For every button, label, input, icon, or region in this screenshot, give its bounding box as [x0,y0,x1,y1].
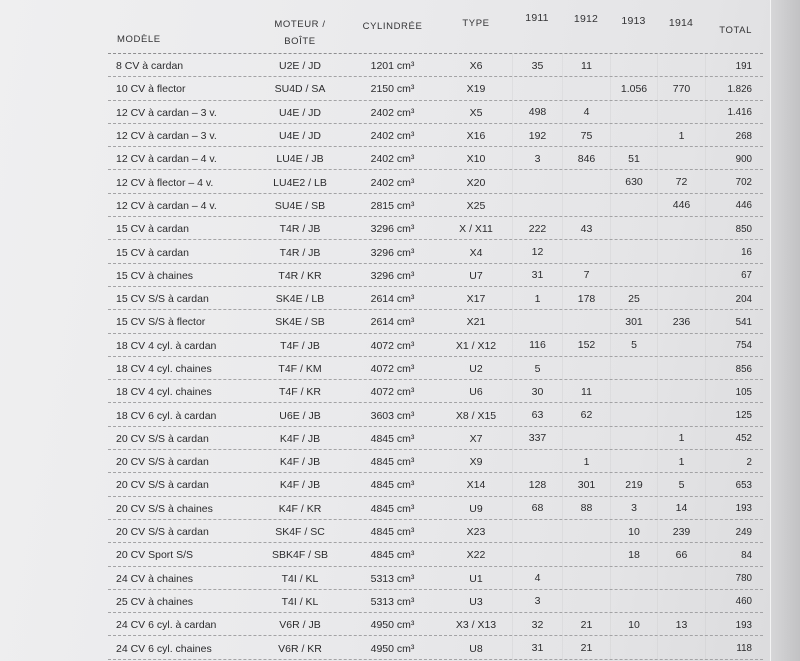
cell-type: U1 [469,572,483,585]
cell-displacement: 2614 cm³ [370,293,415,306]
table-row [108,403,763,426]
table-row [108,613,763,636]
cell-type: X23 [466,526,486,539]
cell-y1912 [562,567,610,589]
cell-total: 268 [705,124,763,146]
column-header-model: MODÈLE [117,34,161,45]
cell-y1912 [562,77,610,99]
cell-model: 18 CV 4 cyl. chaines [116,363,212,375]
cell-engine: LU4E2 / LB [273,176,327,189]
cell-model: 24 CV 6 cyl. chaines [116,642,212,655]
cell-y1911: 116 [512,334,562,356]
cell-y1913 [610,357,657,379]
table-row [108,636,763,659]
table-row [108,497,763,520]
table-row [108,147,763,170]
cell-engine: T4I / KL [281,595,319,608]
cell-y1914: 239 [657,520,705,542]
cell-model: 15 CV S/S à flector [116,316,206,329]
table-row [108,543,763,566]
cell-model: 25 CV à chaines [116,595,194,608]
cell-model: 12 CV à cardan – 3 v. [116,130,217,143]
cell-y1911: 31 [512,264,562,286]
cell-y1911: 498 [512,101,562,123]
cell-model: 20 CV S/S à cardan [116,479,209,492]
cell-model: 12 CV à cardan – 4 v. [116,153,217,166]
cell-engine: U4E / JD [278,130,321,143]
cell-displacement: 2402 cm³ [370,176,415,189]
cell-displacement: 5313 cm³ [370,595,415,608]
cell-total: 460 [705,590,763,612]
column-header-1912: 1912 [573,13,599,25]
cell-type: X6 [469,60,483,73]
cell-type: X19 [466,83,486,96]
cell-type: X3 / X13 [455,619,497,632]
cell-y1914 [657,147,705,169]
cell-displacement: 2402 cm³ [370,130,415,143]
cell-y1911 [512,170,562,192]
cell-displacement: 4072 cm³ [370,339,415,352]
cell-y1911 [512,77,562,99]
cell-y1914 [657,217,705,239]
cell-y1912: 75 [562,124,610,146]
cell-displacement: 4845 cm³ [370,456,415,469]
table-row [108,450,763,473]
cell-y1911: 32 [512,613,562,635]
cell-y1914: 236 [657,310,705,332]
table-row [108,520,763,543]
table-row [108,124,763,147]
cell-total: 541 [705,310,763,332]
cell-engine: V6R / KR [278,642,322,655]
cell-y1911: 4 [512,567,562,589]
cell-engine: U6E / JB [279,409,321,422]
cell-y1911 [512,194,562,216]
cell-y1914 [657,54,705,76]
cell-y1912 [562,543,610,565]
column-header-displacement: CYLINDRÉE [362,21,423,32]
column-header-total: TOTAL [719,25,752,36]
cell-y1912: 1 [562,450,610,472]
cell-displacement: 2815 cm³ [370,199,415,212]
cell-y1914 [657,334,705,356]
cell-type: U6 [469,386,483,399]
cell-displacement: 4845 cm³ [370,502,415,515]
cell-total: 84 [705,543,763,565]
cell-y1913 [610,124,657,146]
cell-y1912: 178 [562,287,610,309]
cell-type: U8 [469,642,483,655]
table-row [108,473,763,496]
cell-type: X5 [469,106,483,119]
cell-y1913: 25 [610,287,657,309]
cell-y1913 [610,240,657,262]
cell-total: 105 [705,380,763,402]
cell-model: 20 CV S/S à cardan [116,432,209,445]
cell-y1914 [657,403,705,425]
cell-y1912 [562,170,610,192]
cell-engine: T4F / JB [280,339,320,352]
cell-y1913 [610,54,657,76]
cell-y1912 [562,310,610,332]
cell-y1913 [610,636,657,658]
cell-y1912 [562,357,610,379]
cell-y1913 [610,101,657,123]
table-row [108,287,763,310]
cell-y1913 [610,590,657,612]
cell-type: X21 [466,316,486,329]
cell-engine: SU4D / SA [274,83,326,96]
cell-y1914: 770 [657,77,705,99]
cell-y1911 [512,450,562,472]
cell-total: 850 [705,217,763,239]
cell-y1914: 446 [657,194,705,216]
cell-y1911: 1 [512,287,562,309]
cell-type: X7 [469,432,483,445]
table-row [108,427,763,450]
cell-y1912: 21 [562,636,610,658]
table-row [108,170,763,193]
cell-y1914: 5 [657,473,705,495]
cell-total: 780 [705,567,763,589]
cell-engine: T4R / JB [279,223,321,236]
cell-type: X9 [469,456,483,469]
cell-engine: T4F / KR [278,386,321,399]
cell-type: X20 [466,176,486,189]
cell-total: 193 [705,613,763,635]
cell-displacement: 3296 cm³ [370,223,415,236]
cell-y1913 [610,450,657,472]
cell-model: 10 CV à flector [116,83,186,96]
cell-y1911 [512,543,562,565]
cell-type: X17 [466,293,486,306]
cell-y1913: 10 [610,613,657,635]
cell-model: 18 CV 6 cyl. à cardan [116,409,217,422]
cell-model: 12 CV à cardan – 3 v. [116,106,217,119]
cell-model: 20 CV Sport S/S [116,549,194,562]
cell-y1914: 1 [657,427,705,449]
cell-engine: LU4E / JB [276,153,324,166]
cell-y1914 [657,590,705,612]
cell-engine: U2E / JD [278,60,321,73]
cell-y1914 [657,567,705,589]
cell-type: X25 [466,199,486,212]
cell-displacement: 5313 cm³ [370,572,415,585]
cell-y1913: 10 [610,520,657,542]
cell-type: X22 [466,549,486,562]
cell-y1914: 1 [657,450,705,472]
table-row [108,380,763,403]
cell-engine: V6R / JB [279,619,321,632]
cell-model: 15 CV S/S à cardan [116,293,209,306]
table-row [108,357,763,380]
cell-type: X14 [466,479,486,492]
cell-engine: K4F / JB [279,456,321,469]
cell-y1911: 63 [512,403,562,425]
cell-y1912: 301 [562,473,610,495]
cell-displacement: 4072 cm³ [370,386,415,399]
cell-y1912 [562,194,610,216]
cell-engine: SU4E / SB [274,199,326,212]
cell-engine: T4I / KL [281,572,319,585]
cell-y1913: 18 [610,543,657,565]
cell-total: 856 [705,357,763,379]
cell-y1913: 630 [610,170,657,192]
cell-y1912: 21 [562,613,610,635]
cell-y1911 [512,310,562,332]
cell-type: X10 [466,153,486,166]
cell-y1912: 7 [562,264,610,286]
cell-y1911: 68 [512,497,562,519]
cell-y1914 [657,357,705,379]
cell-displacement: 2150 cm³ [370,83,415,96]
table-row [108,54,763,77]
cell-y1913: 219 [610,473,657,495]
cell-model: 12 CV à cardan – 4 v. [116,199,217,212]
cell-y1911: 31 [512,636,562,658]
cell-model: 20 CV S/S à cardan [116,456,209,469]
table-row [108,334,763,357]
cell-y1912: 88 [562,497,610,519]
cell-displacement: 3603 cm³ [370,409,415,422]
cell-displacement: 3296 cm³ [370,246,415,259]
cell-engine: SBK4F / SB [271,549,329,562]
cell-total: 1.416 [705,101,763,123]
column-header-1911: 1911 [525,12,549,24]
cell-model: 8 CV à cardan [116,60,184,73]
cell-y1911: 192 [512,124,562,146]
cell-y1913: 51 [610,147,657,169]
cell-y1911: 35 [512,54,562,76]
cell-total: 118 [705,636,763,658]
column-header-type: TYPE [462,18,490,29]
cell-total: 191 [705,54,763,76]
cell-y1912: 43 [562,217,610,239]
table-row [108,101,763,124]
cell-engine: K4F / JB [279,479,321,492]
cell-total: 900 [705,147,763,169]
cell-y1914: 14 [657,497,705,519]
cell-displacement: 2402 cm³ [370,106,415,119]
cell-model: 15 CV à chaines [116,269,194,282]
cell-displacement: 4845 cm³ [370,549,415,562]
cell-y1914 [657,287,705,309]
cell-engine: SK4F / SC [275,526,325,539]
cell-y1912: 152 [562,334,610,356]
cell-y1913 [610,194,657,216]
cell-displacement: 3296 cm³ [370,269,415,282]
cell-y1914 [657,240,705,262]
column-header-engine-line1: MOTEUR / [274,19,326,30]
table-row [108,567,763,590]
table-row [108,77,763,100]
cell-total: 2 [705,450,763,472]
cell-total: 125 [705,403,763,425]
cell-model: 18 CV 4 cyl. chaines [116,386,212,399]
cell-type: U3 [469,595,483,608]
cell-y1912: 11 [562,380,610,402]
cell-y1913: 1.056 [610,77,657,99]
cell-total: 16 [705,240,763,262]
cell-y1913 [610,403,657,425]
cell-type: X4 [469,246,483,259]
cell-displacement: 4950 cm³ [370,619,415,632]
cell-engine: SK4E / SB [275,316,325,329]
cell-type: U9 [469,502,483,515]
cell-y1914: 13 [657,613,705,635]
cell-displacement: 2614 cm³ [370,316,415,329]
table-row [108,264,763,287]
cell-y1914 [657,264,705,286]
cell-y1912: 846 [562,147,610,169]
cell-total: 653 [705,473,763,495]
cell-engine: T4F / KM [278,363,322,375]
cell-y1914 [657,636,705,658]
table-row [108,590,763,613]
cell-y1914: 1 [657,124,705,146]
cell-total: 1.826 [705,77,763,99]
cell-displacement: 4950 cm³ [370,642,415,655]
cell-total: 702 [705,170,763,192]
cell-total: 446 [705,194,763,216]
cell-model: 24 CV 6 cyl. à cardan [116,619,217,632]
table-row [108,194,763,217]
cell-type: U2 [469,363,483,375]
cell-displacement: 2402 cm³ [370,153,415,166]
cell-y1912 [562,240,610,262]
cell-y1912 [562,520,610,542]
cell-type: X / X11 [459,223,493,236]
cell-y1912: 4 [562,101,610,123]
cell-y1913 [610,264,657,286]
cell-y1911 [512,520,562,542]
cell-total: 67 [705,264,763,286]
column-header-1914: 1914 [668,17,694,29]
cell-model: 15 CV à cardan [116,246,189,259]
cell-engine: K4F / JB [279,432,321,445]
cell-y1912: 62 [562,403,610,425]
cell-y1912 [562,427,610,449]
cell-displacement: 4845 cm³ [370,526,415,539]
cell-displacement: 4845 cm³ [370,479,415,492]
cell-y1913 [610,217,657,239]
cell-y1912 [562,590,610,612]
table-body [108,54,763,660]
cell-displacement: 4072 cm³ [370,363,415,375]
cell-type: X1 / X12 [455,339,497,352]
cell-y1913: 301 [610,310,657,332]
cell-total: 452 [705,427,763,449]
cell-engine: U4E / JD [278,106,321,119]
cell-total: 193 [705,497,763,519]
cell-y1914 [657,101,705,123]
cell-type: X16 [466,130,486,143]
cell-y1912: 11 [562,54,610,76]
cell-y1911: 337 [512,427,562,449]
column-header-engine [255,10,345,53]
cell-model: 15 CV à cardan [116,223,189,236]
cell-model: 20 CV S/S à cardan [116,526,209,539]
cell-y1911: 5 [512,357,562,379]
cell-displacement: 4845 cm³ [370,432,415,445]
cell-y1911: 128 [512,473,562,495]
cell-model: 18 CV 4 cyl. à cardan [116,339,217,352]
cell-engine: K4F / KR [278,502,322,515]
cell-y1913: 5 [610,334,657,356]
table-row [108,217,763,240]
cell-model: 20 CV S/S à chaines [116,502,213,515]
cell-y1911: 3 [512,590,562,612]
cell-total: 249 [705,520,763,542]
cell-y1914 [657,380,705,402]
cell-y1914: 72 [657,170,705,192]
cell-y1913 [610,567,657,589]
page-edge-shadow [770,0,800,661]
cell-y1913 [610,380,657,402]
cell-y1914: 66 [657,543,705,565]
cell-type: X8 / X15 [455,409,497,422]
table-row [108,240,763,263]
column-header-1913: 1913 [621,15,646,27]
cell-total: 204 [705,287,763,309]
cell-engine: SK4E / LB [275,293,325,306]
cell-model: 24 CV à chaines [116,572,194,585]
table-row [108,310,763,333]
cell-engine: T4R / JB [279,246,321,259]
cell-y1911: 12 [512,240,562,262]
cell-y1911: 222 [512,217,562,239]
cell-total: 754 [705,334,763,356]
column-header-engine-line2: BOÎTE [284,36,316,47]
cell-displacement: 1201 cm³ [370,60,415,73]
cell-engine: T4R / KR [278,269,322,282]
cell-type: U7 [469,269,483,282]
table-header [108,10,763,54]
cell-y1913 [610,427,657,449]
cell-y1911: 30 [512,380,562,402]
cell-y1913: 3 [610,497,657,519]
cell-model: 12 CV à flector – 4 v. [116,176,214,189]
cell-y1911: 3 [512,147,562,169]
production-table [108,10,763,660]
